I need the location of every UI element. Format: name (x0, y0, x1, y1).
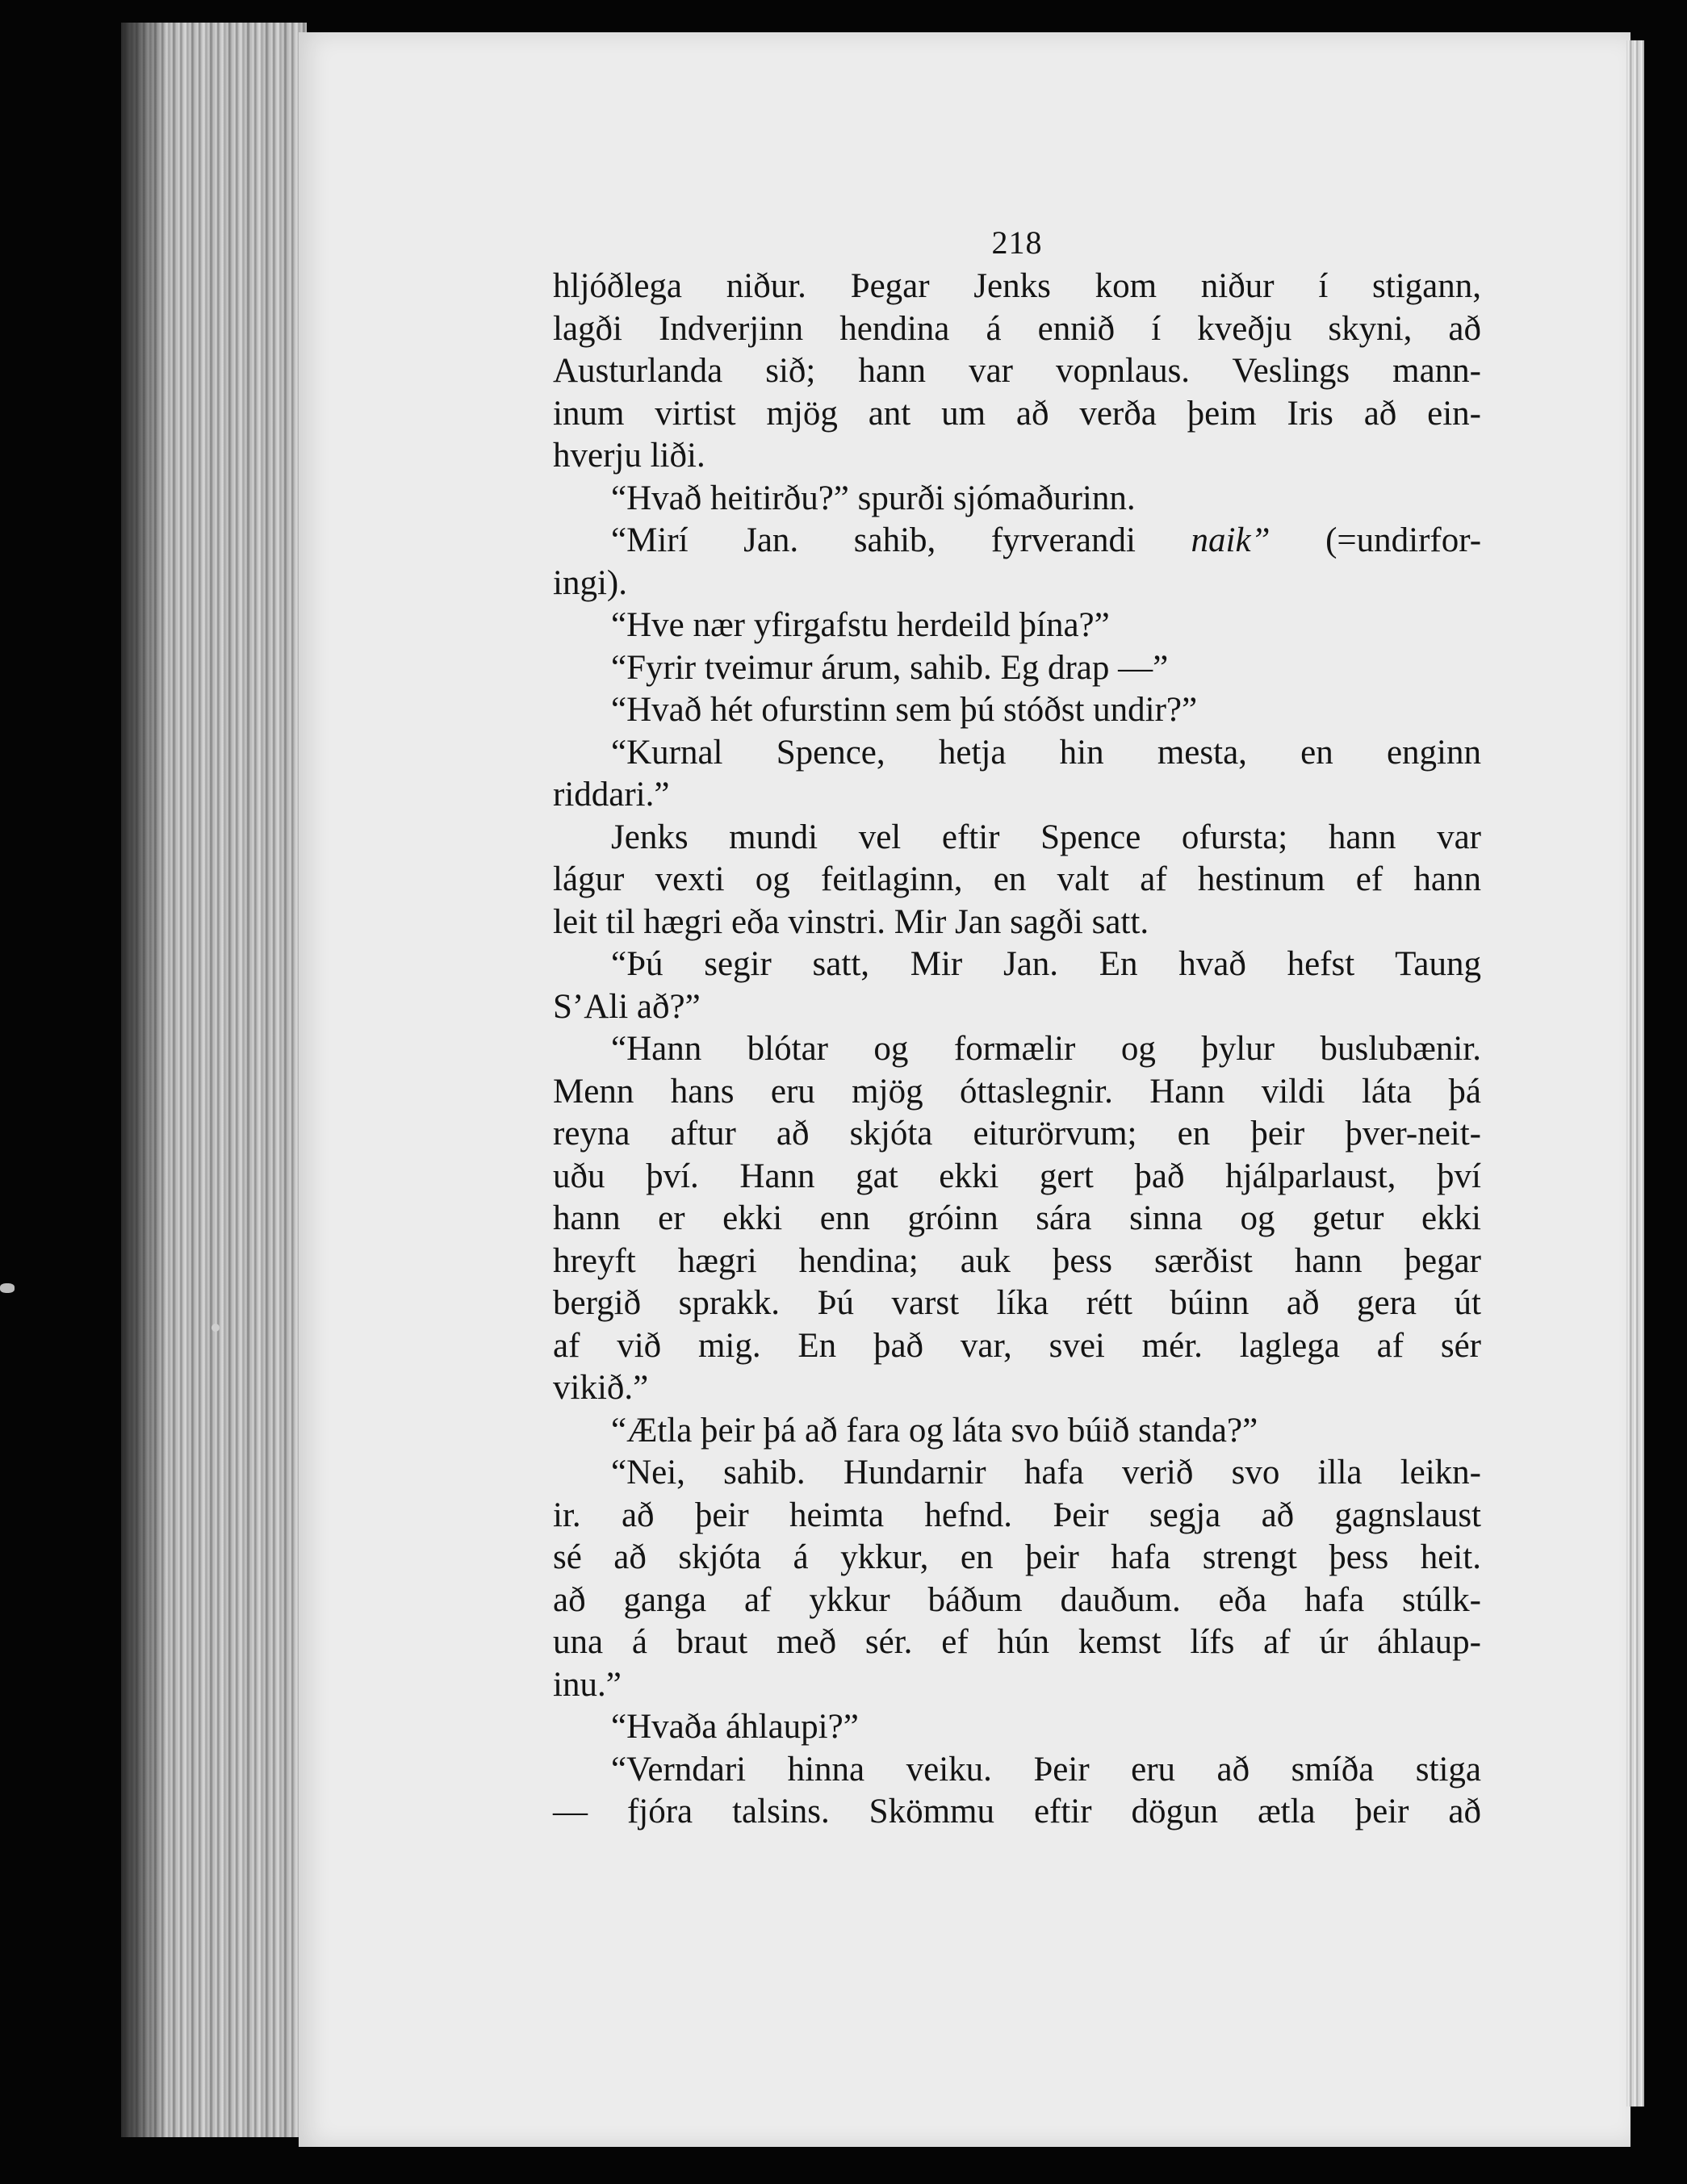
text-line: að ganga af ykkur báðum dauðum. eða hafa stúlk- (553, 1580, 1481, 1619)
text-line: “Fyrir tveimur árum, sahib. Eg drap —” (611, 648, 1169, 687)
book-edge-shadow (121, 23, 170, 2137)
text-line: leit til hægri eða vinstri. Mir Jan sagði satt. (553, 902, 1149, 941)
text-line: inu.” (553, 1665, 622, 1704)
text-line: “Hann blótar og formælir og þylur buslubænir. (611, 1030, 1481, 1068)
scan-speck (211, 1324, 220, 1332)
text-line: hann er ekki enn gróinn sára sinna og getur ekki (553, 1199, 1481, 1237)
scan-margin-mark (0, 1283, 15, 1293)
text-line: hverju liði. (553, 437, 705, 475)
text-line: reyna aftur að skjóta eiturörvum; en þeir þver-neit- (553, 1115, 1481, 1153)
text-line: af við mig. En það var, svei mér. laglega af sér (553, 1326, 1481, 1365)
text-line: “Hve nær yfirgafstu herdeild þína?” (611, 606, 1110, 644)
text-line: “Hvað hét ofurstinn sem þú stóðst undir?” (611, 691, 1198, 729)
text-line: lágur vexti og feitlaginn, en valt af hestinum ef hann (553, 860, 1481, 898)
text-line: “Kurnal Spence, hetja hin mesta, en enginn (611, 733, 1481, 772)
italic-term: naik” (1191, 521, 1270, 559)
text-line: una á braut með sér. ef hún kemst lífs af úr áhlaup- (553, 1623, 1481, 1661)
book-page-stack-right (1626, 40, 1644, 2107)
page-number: 218 (991, 224, 1043, 261)
text-line: “Ætla þeir þá að fara og láta svo búið standa?” (611, 1411, 1258, 1450)
text-line: lagði Indverjinn hendina á ennið í kveðju skyni, að (553, 309, 1481, 348)
text-line: “Þú segir satt, Mir Jan. En hvað hefst Taung (611, 945, 1481, 983)
text-line-mixed (553, 520, 1481, 563)
text-line: Menn hans eru mjög óttaslegnir. Hann vildi láta þá (553, 1072, 1481, 1111)
text-segment: (=undirfor- (1325, 521, 1482, 559)
text-line: Austurlanda sið; hann var vopnlaus. Veslings mann- (553, 352, 1481, 390)
text-line: Jenks mundi vel eftir Spence ofursta; hann var (611, 818, 1481, 856)
text-line: “Verndari hinna veiku. Þeir eru að smíða stiga (611, 1750, 1481, 1789)
text-segment: “Mirí Jan. sahib, fyrverandi (611, 521, 1136, 559)
text-line: hljóðlega niður. Þegar Jenks kom niður í stigann, (553, 267, 1481, 305)
text-line: bergið sprakk. Þú varst líka rétt búinn að gera út (553, 1284, 1481, 1322)
text-line: hreyft hægri hendina; auk þess særðist hann þegar (553, 1241, 1481, 1280)
text-line: ingi). (553, 563, 627, 602)
text-line: riddari.” (553, 776, 670, 814)
text-line: inum virtist mjög ant um að verða þeim Iris að ein- (553, 394, 1481, 433)
text-line: uðu því. Hann gat ekki gert það hjálparlaust, því (553, 1157, 1481, 1195)
text-line: ir. að þeir heimta hefnd. Þeir segja að gagnslaust (553, 1496, 1481, 1534)
text-line: vikið.” (553, 1369, 649, 1407)
text-line: “Nei, sahib. Hundarnir hafa verið svo illa leikn- (611, 1454, 1481, 1492)
text-line: sé að skjóta á ykkur, en þeir hafa strengt þess heit. (553, 1538, 1481, 1576)
text-line: “Hvaða áhlaupi?” (611, 1708, 859, 1746)
text-line: “Hvað heitirðu?” spurði sjómaðurinn. (611, 479, 1136, 517)
text-line: S’Ali að?” (553, 987, 701, 1026)
page-text-block (553, 222, 1481, 1834)
text-line: — fjóra talsins. Skömmu eftir dögun ætla þeir að (553, 1793, 1481, 1830)
book-page (299, 32, 1630, 2147)
